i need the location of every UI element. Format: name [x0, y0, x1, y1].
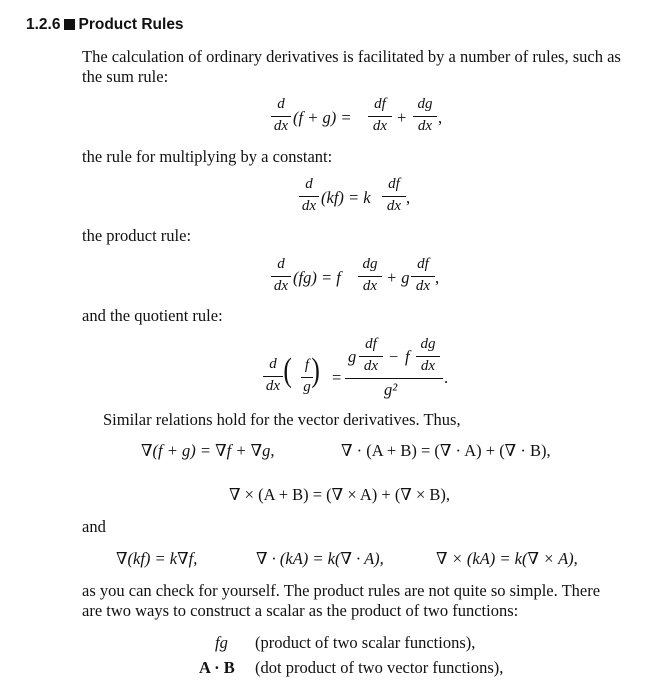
quot-d-num: d [269, 356, 277, 372]
const-df-den: dx [386, 198, 402, 214]
prod-dg-den: dx [362, 278, 378, 294]
para-final-line2: are two ways to construct a scalar as the product of two functions: [82, 601, 519, 620]
vector-eq-4: ∇(kf) = k∇f, [116, 549, 198, 568]
list-desc-1: (product of two scalar functions), [255, 633, 476, 652]
para-vector: Similar relations hold for the vector derivatives. Thus, [103, 410, 461, 429]
quot-dg-num: dg [420, 336, 436, 352]
prod-comma: , [435, 268, 440, 287]
prod-df-den: dx [415, 278, 431, 294]
square-bullet-icon [64, 19, 75, 30]
quot-df-bar [359, 356, 383, 357]
const-d-num: d [305, 176, 313, 192]
quot-right-paren: ) [311, 352, 320, 389]
quot-period: . [444, 368, 449, 387]
quot-minus: − [389, 347, 399, 366]
sum-dg-num: dg [417, 96, 433, 112]
section-heading [26, 16, 184, 34]
section-number: 1.2.6 [26, 16, 61, 33]
vector-eq-1: ∇(f + g) = ∇f + ∇g, [141, 441, 275, 460]
sum-dx-den: dx [273, 118, 289, 134]
quot-f-num: f [304, 357, 310, 373]
quot-main-bar [345, 378, 443, 379]
sum-dg-den: dx [417, 118, 433, 134]
para1-line1: The calculation of ordinary derivatives is facilitated by a number of rules, such as [82, 47, 621, 66]
quot-left-paren: ( [283, 352, 292, 389]
prod-d-num: d [277, 256, 285, 272]
prod-mid: (fg) = f [293, 268, 341, 287]
sum-plus: + [397, 108, 407, 127]
prod-df-bar [411, 276, 435, 277]
para-final-line1: as you can check for yourself. The product rules are not quite so simple. There [82, 581, 601, 600]
sum-df-den: dx [372, 118, 388, 134]
vector-eq-5: ∇ · (kA) = k(∇ · A), [256, 549, 384, 568]
quot-d-bar [263, 376, 283, 377]
const-comma: , [406, 188, 411, 207]
const-df-num: df [388, 176, 400, 192]
quot-eq: = [332, 368, 342, 387]
sum-dg-bar [413, 116, 437, 117]
label-product: the product rule: [82, 226, 192, 245]
sum-d-bar [271, 116, 291, 117]
const-d-bar [299, 196, 319, 197]
const-mid: (kf) = k [321, 188, 371, 207]
prod-plus-g: + g [386, 268, 410, 287]
const-df-bar [382, 196, 406, 197]
para1-line2: the sum rule: [82, 67, 169, 86]
quot-df-den: dx [363, 358, 379, 374]
sum-mid: (f + g) = [293, 108, 352, 127]
section-title: Product Rules [78, 16, 184, 33]
const-dx-den: dx [301, 198, 317, 214]
sum-comma: , [438, 108, 443, 127]
quot-dx-den: dx [265, 378, 281, 394]
quot-g-den: g [303, 379, 311, 395]
quot-num-f: f [405, 347, 410, 366]
sum-df-bar [368, 116, 392, 117]
list-desc-2: (dot product of two vector functions), [255, 658, 504, 677]
label-quotient: and the quotient rule: [82, 306, 223, 325]
prod-dg-num: dg [362, 256, 378, 272]
prod-df-num: df [417, 256, 429, 272]
list-expr-2: A · B [199, 658, 235, 677]
sum-d-num: d [277, 96, 285, 112]
prod-dg-bar [358, 276, 382, 277]
sum-df-num: df [374, 96, 386, 112]
vector-eq-2: ∇ · (A + B) = (∇ · A) + (∇ · B), [341, 441, 551, 460]
label-constant: the rule for multiplying by a constant: [82, 147, 333, 166]
quot-num-g: g [348, 347, 357, 366]
vector-eq-6: ∇ × (kA) = k(∇ × A), [436, 549, 578, 568]
quot-g2: g² [384, 380, 398, 399]
prod-d-bar [271, 276, 291, 277]
vector-eq-3: ∇ × (A + B) = (∇ × A) + (∇ × B), [229, 485, 451, 504]
quot-dg-bar [416, 356, 440, 357]
list-expr-1: fg [215, 633, 228, 652]
label-and: and [82, 517, 106, 536]
quot-dg-den: dx [420, 358, 436, 374]
prod-dx-den: dx [273, 278, 289, 294]
quot-df-num: df [365, 336, 377, 352]
